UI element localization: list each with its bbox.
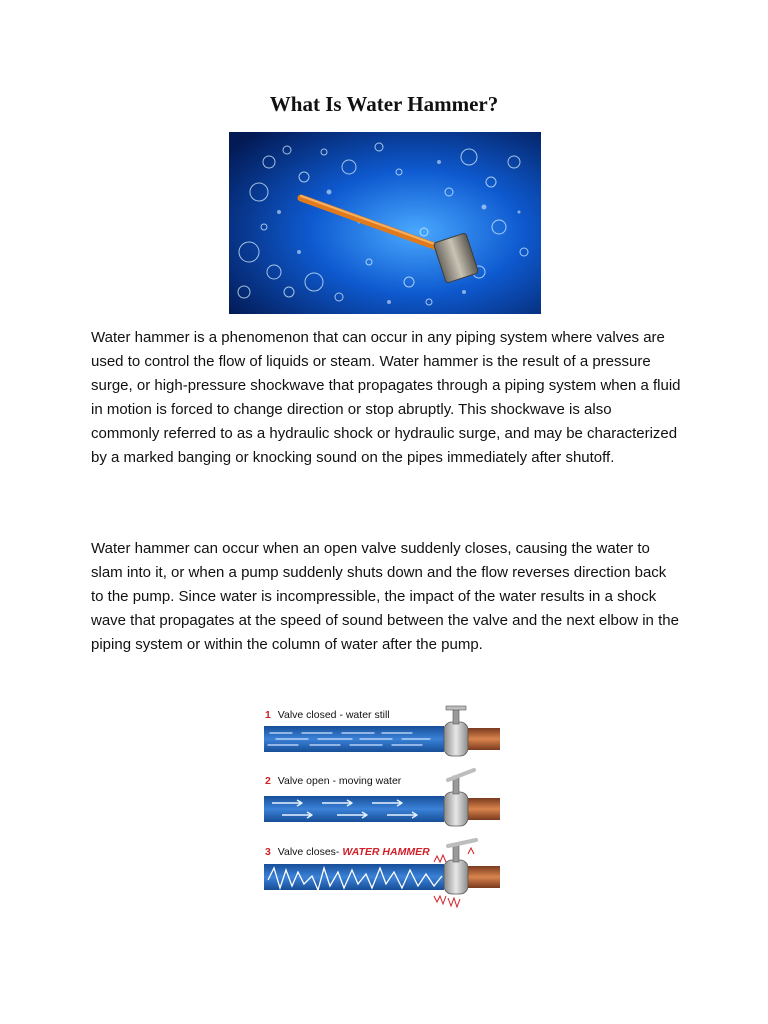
stage-caption: Valve closed - water still <box>277 709 390 721</box>
svg-text:1 Valve closed - water <box>265 709 390 721</box>
stage-3 <box>264 840 500 907</box>
water-hammer-image <box>229 132 541 314</box>
stage-2 <box>264 770 500 826</box>
water-hammer-diagram <box>262 700 502 910</box>
page-title: What Is Water Hammer? <box>269 92 499 116</box>
svg-text:3 Valve closes- <box>265 846 430 858</box>
stage-number: 2 <box>265 775 271 787</box>
stage-number: 3 <box>265 846 271 858</box>
svg-text:2 Valve open - moving <box>265 775 402 787</box>
stage-caption: Valve open - moving water <box>277 775 402 787</box>
water-hammer-highlight: WATER HAMMER <box>342 846 430 858</box>
stage-number: 1 <box>265 709 271 721</box>
intro-paragraph: Water hammer is a phenomenon that can occur in any piping system where valves are used to control the flow of liquids or steam. Water hammer is the result of a pressure surge, or high-pressure shockwave that propagates through a piping system when a fluid in motion is forced to change direction or stop abruptly. This shockwave is also commonly referred to as a hydraulic shock or hydraulic surge, and may be characterized by a marked banging or knocking sound on the pipes immediately after shutoff. <box>91 329 681 466</box>
stage-1 <box>264 706 500 756</box>
stage-caption: Valve closes- <box>277 846 340 858</box>
cause-paragraph: Water hammer can occur when an open valve suddenly closes, causing the water to slam into it, or when a pump suddenly shuts down and the flow reverses direction back to the pump. Since water is incompressible, the impact of the water results in a shock wave that propagates at the speed of sound between the valve and the next elbow in the piping system or within the column of water after the pump. <box>91 540 679 653</box>
